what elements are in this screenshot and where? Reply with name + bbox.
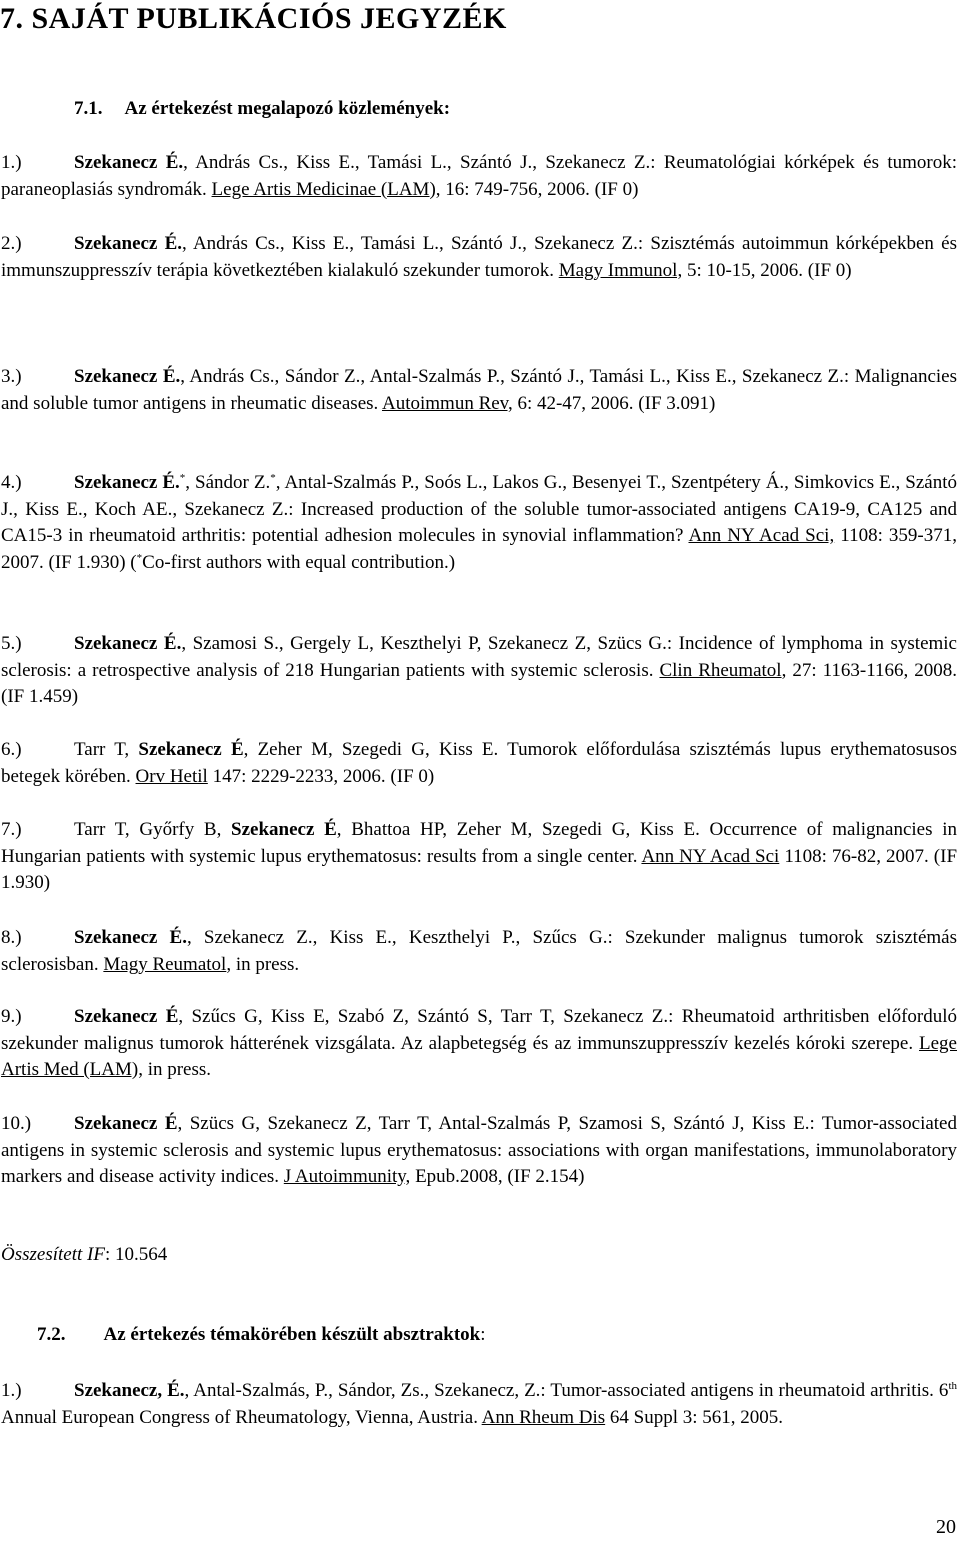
entry-number: 7.) [1,819,22,840]
entry-journal: Magy Immunol, [558,259,683,281]
entry-title: Tumor-associated antigens in systemic sclerosis and systemic lupus erythematosus: associations with organ manifestations, immunolaboratory markers and disease activity indices. [1,1113,957,1188]
section-title-colon: : [480,1324,486,1345]
entry-author-highlight: Szekanecz É. [74,233,183,254]
entry-author-highlight: Szekanecz É [138,739,244,760]
entry-authors: Tarr T, [74,739,139,760]
co-first-marker: * [136,551,143,564]
publication-entry [1,1004,957,1084]
total-label: Összesített IF [1,1244,105,1265]
entry-author-highlight: Szekanecz É [74,1113,178,1134]
entry-title: Reumatológiai kórképek és tumorok: paraneoplasiás syndromák. [1,152,957,200]
entry-journal: Lege Artis Med (LAM), [1,1032,957,1081]
entry-title: Rheumatoid arthritisben előforduló szekunder malignus tumorok hátterének vizsgálata. Az alapbetegség és az immunszuppresszív kezelés kóroki szerepe. [1,1006,957,1054]
entry-journal: Ann NY Acad Sci [641,845,780,867]
co-first-marker: * [270,472,276,484]
entry-venue: Annual European Congress of Rheumatology, Vienna, Austria. [1,1406,482,1428]
entry-author-highlight: Szekanecz É. [74,366,181,387]
section-heading-7-2 [37,1324,486,1346]
ordinal-suffix: th [948,1380,957,1392]
section-number: 7.1. [74,98,103,119]
publication-entry [1,925,957,978]
total-impact-factor [1,1244,167,1266]
entry-citation: 6: 42-47, 2006. (IF 3.091) [512,392,716,414]
entry-authors: , Bhattoa HP, Zeher M, Szegedi G, Kiss E. [336,819,710,840]
publication-entry [1,364,957,417]
entry-journal: Magy Reumatol [103,953,227,975]
entry-title: Malignancies and soluble tumor antigens in rheumatic diseases. [1,366,957,414]
entry-authors: , Szekanecz Z., Kiss E., Keszthelyi P., Szűcs G.: [186,927,625,948]
publication-entry [1,737,957,790]
section-title: Az értekezést megalapozó közlemények: [124,98,451,119]
entry-number: 8.) [1,927,22,948]
entry-authors: , Sándor Z. [185,472,271,493]
entry-citation: 1108: 359-371, 2007. (IF 1.930) ( [1,525,957,573]
entry-author-highlight: Szekanecz É [231,819,337,840]
entry-citation: 147: 2229-2233, 2006. (IF 0) [207,765,435,787]
entry-authors: , Zeher M, Szegedi G, Kiss E. [243,739,508,760]
entry-title: Szekunder malignus tumorok szisztémás sclerosisban. [1,927,957,975]
page-number: 20 [936,1516,956,1538]
entry-authors: , András Cs., Kiss E., Tamási L., Szántó J., Szekanecz Z.: [182,233,651,254]
entry-number: 4.) [1,472,22,493]
entry-number: 6.) [1,739,22,760]
page-title: 7. SAJÁT PUBLIKÁCIÓS JEGYZÉK [0,2,507,35]
publication-entry [1,817,957,897]
entry-number: 9.) [1,1006,22,1027]
entry-journal: Autoimmun Rev, [381,392,513,414]
publication-entry [1,231,957,284]
entry-authors: , András Cs., Kiss E., Tamási L., Szántó J., Szekanecz Z.: [183,152,664,173]
section-title: Az értekezés témakörében készült absztraktok [103,1324,481,1345]
section-heading-7-1 [74,98,450,120]
entry-journal: Clin Rheumatol [659,659,782,681]
entry-note: Co-first authors with equal contribution.) [142,551,456,573]
entry-authors: , Szűcs G, Kiss E, Szabó Z, Szántó S, Tarr T, Szekanecz Z.: [178,1006,682,1027]
entry-citation: , 27: 1163-1166, 2008. (IF 1.459) [1,659,958,708]
entry-citation: Epub.2008, (IF 2.154) [410,1166,585,1188]
entry-journal: Ann Rheum Dis [481,1406,606,1428]
entry-title: Tumorok előfordulása szisztémás lupus erythematosusos betegek körében. [1,739,957,787]
entry-authors: Tarr T, Győrfy B, [74,819,232,840]
entry-citation: 5: 10-15, 2006. (IF 0) [682,259,852,281]
entry-author-highlight: Szekanecz É. [74,927,187,948]
entry-number: 10.) [1,1113,32,1134]
entry-citation: in press. [142,1059,212,1081]
entry-journal: Lege Artis Medicinae (LAM), [211,178,441,200]
entry-title: Tumor-associated antigens in rheumatoid arthritis. 6 [550,1380,949,1401]
entry-number: 3.) [1,366,22,387]
section-number: 7.2. [37,1324,66,1345]
entry-authors: , Szamosi S., Gergely L, Keszthelyi P, Szekanecz Z, Szücs G.: [181,633,679,654]
publication-entry [1,631,957,711]
entry-title: Incidence of lymphoma in systemic sclerosis: a retrospective analysis of 218 Hungarian patients with systemic sclerosis. [1,633,957,681]
entry-citation: 1108: 76-82, 2007. (IF 1.930) [1,845,958,894]
abstract-entry [1,1378,957,1431]
entry-title: Occurrence of malignancies in Hungarian patients with systemic lupus erythematosus: results from a single center. [1,819,957,867]
entry-title: Szisztémás autoimmun kórképekben és immunszuppresszív terápia következtében kialakuló szekunder tumorok. [1,233,957,281]
entry-citation: 16: 749-756, 2006. (IF 0) [440,178,639,200]
entry-number: 2.) [1,233,22,254]
total-value: : 10.564 [104,1244,168,1265]
entry-title: Increased production of the soluble tumor-associated antigens CA19-9, CA125 and CA15-3 in rheumatoid arthritis: potential adhesion molecules in synovial inflammation? [1,498,957,547]
entry-journal: J Autoimmunity, [283,1166,411,1188]
entry-citation: , in press. [226,953,300,975]
entry-author-highlight: Szekanecz É. [74,472,180,493]
entry-authors: , Antal-Szalmás, P., Sándor, Zs., Szekanecz, Z.: [184,1380,551,1401]
entry-authors: , Szücs G, Szekanecz Z, Tarr T, Antal-Szalmás P, Szamosi S, Szántó J, Kiss E.: [177,1113,822,1134]
entry-number: 1.) [1,1380,22,1401]
entry-number: 5.) [1,633,22,654]
entry-author-highlight: Szekanecz, É. [74,1380,185,1401]
entry-author-highlight: Szekanecz É [74,1006,179,1027]
publication-entry [1,470,957,576]
publication-entry [1,150,957,203]
entry-number: 1.) [1,152,22,173]
entry-authors: , András Cs., Sándor Z., Antal-Szalmás P., Szántó J., Tamási L., Kiss E., Szekanecz Z.: [180,366,855,387]
co-first-marker: * [179,472,186,484]
entry-citation: 64 Suppl 3: 561, 2005. [605,1406,784,1428]
publication-entry [1,1111,957,1191]
entry-journal: Ann NY Acad Sci, [688,525,835,547]
entry-author-highlight: Szekanecz É. [74,633,182,654]
entry-author-highlight: Szekanecz É. [74,152,184,173]
entry-authors: , Antal-Szalmás P., Soós L., Lakos G., Besenyei T., Szentpétery Á., Simkovics E., Szántó J., Kiss E., Koch AE., Szekanecz Z.: [1,472,957,520]
entry-journal: Orv Hetil [135,765,208,787]
